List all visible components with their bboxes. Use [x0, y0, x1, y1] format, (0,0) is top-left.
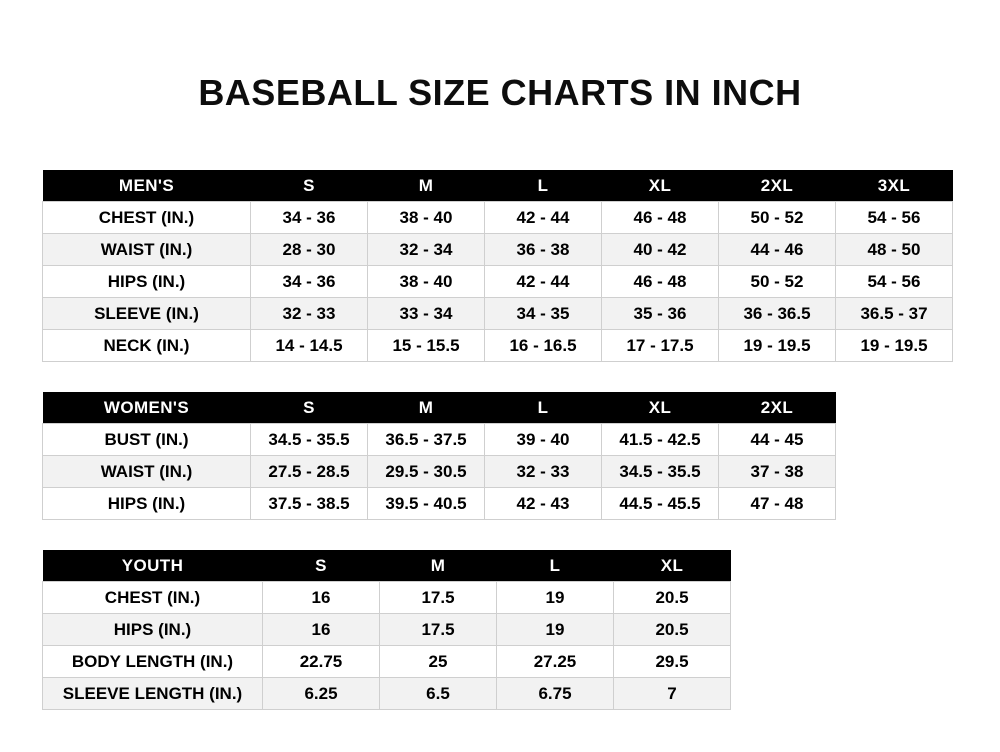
- table-cell: 32 - 34: [368, 234, 485, 266]
- column-header: XL: [614, 550, 731, 582]
- table-cell: 35 - 36: [602, 298, 719, 330]
- table-row: [43, 582, 731, 614]
- table-cell: 19 - 19.5: [719, 330, 836, 362]
- column-header: L: [485, 170, 602, 202]
- table-row: [43, 678, 731, 710]
- table-cell: 36 - 38: [485, 234, 602, 266]
- table-cell: 27.25: [497, 646, 614, 678]
- table-cell: 44.5 - 45.5: [602, 488, 719, 520]
- table-cell: 34 - 35: [485, 298, 602, 330]
- table-cell: 37.5 - 38.5: [251, 488, 368, 520]
- table-cell: 29.5: [614, 646, 731, 678]
- column-header: WOMEN'S: [43, 392, 251, 424]
- table-cell: 20.5: [614, 582, 731, 614]
- table-row: [43, 266, 953, 298]
- table-cell: 17 - 17.5: [602, 330, 719, 362]
- table-cell: 34.5 - 35.5: [251, 424, 368, 456]
- table-row: [43, 456, 836, 488]
- table-cell: 50 - 52: [719, 202, 836, 234]
- row-label: BODY LENGTH (IN.): [43, 646, 263, 678]
- table-cell: 48 - 50: [836, 234, 953, 266]
- row-label: SLEEVE (IN.): [43, 298, 251, 330]
- table-row: [43, 614, 731, 646]
- table-cell: 36 - 36.5: [719, 298, 836, 330]
- table-header-row: [43, 392, 836, 424]
- table-cell: 14 - 14.5: [251, 330, 368, 362]
- table-cell: 39.5 - 40.5: [368, 488, 485, 520]
- table-row: [43, 202, 953, 234]
- table-cell: 46 - 48: [602, 266, 719, 298]
- womens-size-table: [42, 392, 836, 520]
- table-row: [43, 330, 953, 362]
- table-cell: 50 - 52: [719, 266, 836, 298]
- table-cell: 46 - 48: [602, 202, 719, 234]
- column-header: 2XL: [719, 392, 836, 424]
- row-label: WAIST (IN.): [43, 234, 251, 266]
- column-header: S: [263, 550, 380, 582]
- table-cell: 38 - 40: [368, 266, 485, 298]
- table-cell: 29.5 - 30.5: [368, 456, 485, 488]
- table-cell: 28 - 30: [251, 234, 368, 266]
- row-label: SLEEVE LENGTH (IN.): [43, 678, 263, 710]
- table-row: [43, 298, 953, 330]
- column-header: S: [251, 392, 368, 424]
- column-header: L: [497, 550, 614, 582]
- row-label: NECK (IN.): [43, 330, 251, 362]
- table-cell: 17.5: [380, 614, 497, 646]
- table-cell: 42 - 44: [485, 266, 602, 298]
- column-header: YOUTH: [43, 550, 263, 582]
- column-header: XL: [602, 392, 719, 424]
- table-row: [43, 424, 836, 456]
- table-row: [43, 488, 836, 520]
- table-header-row: [43, 550, 731, 582]
- column-header: XL: [602, 170, 719, 202]
- table-cell: 34 - 36: [251, 202, 368, 234]
- table-cell: 6.25: [263, 678, 380, 710]
- youth-size-table: [42, 550, 731, 710]
- table-cell: 25: [380, 646, 497, 678]
- table-cell: 33 - 34: [368, 298, 485, 330]
- table-cell: 42 - 43: [485, 488, 602, 520]
- table-cell: 38 - 40: [368, 202, 485, 234]
- table-row: [43, 234, 953, 266]
- column-header: S: [251, 170, 368, 202]
- table-cell: 54 - 56: [836, 266, 953, 298]
- table-cell: 20.5: [614, 614, 731, 646]
- row-label: CHEST (IN.): [43, 582, 263, 614]
- column-header: M: [368, 392, 485, 424]
- table-cell: 7: [614, 678, 731, 710]
- table-cell: 40 - 42: [602, 234, 719, 266]
- table-cell: 19: [497, 582, 614, 614]
- table-cell: 22.75: [263, 646, 380, 678]
- row-label: HIPS (IN.): [43, 488, 251, 520]
- table-cell: 44 - 46: [719, 234, 836, 266]
- table-cell: 34 - 36: [251, 266, 368, 298]
- table-cell: 6.75: [497, 678, 614, 710]
- table-cell: 17.5: [380, 582, 497, 614]
- table-cell: 47 - 48: [719, 488, 836, 520]
- table-cell: 54 - 56: [836, 202, 953, 234]
- table-header-row: [43, 170, 953, 202]
- table-cell: 16: [263, 614, 380, 646]
- table-cell: 41.5 - 42.5: [602, 424, 719, 456]
- table-cell: 19: [497, 614, 614, 646]
- mens-size-table: [42, 170, 953, 362]
- table-cell: 42 - 44: [485, 202, 602, 234]
- size-tables-container: [0, 170, 1000, 710]
- column-header: 3XL: [836, 170, 953, 202]
- column-header: MEN'S: [43, 170, 251, 202]
- table-cell: 36.5 - 37: [836, 298, 953, 330]
- table-row: [43, 646, 731, 678]
- table-cell: 6.5: [380, 678, 497, 710]
- row-label: WAIST (IN.): [43, 456, 251, 488]
- table-cell: 39 - 40: [485, 424, 602, 456]
- row-label: HIPS (IN.): [43, 266, 251, 298]
- page-title: BASEBALL SIZE CHARTS IN INCH: [198, 72, 802, 113]
- table-spacer: [42, 520, 1000, 550]
- column-header: 2XL: [719, 170, 836, 202]
- table-cell: 16 - 16.5: [485, 330, 602, 362]
- table-cell: 32 - 33: [485, 456, 602, 488]
- table-cell: 36.5 - 37.5: [368, 424, 485, 456]
- table-cell: 19 - 19.5: [836, 330, 953, 362]
- table-cell: 27.5 - 28.5: [251, 456, 368, 488]
- row-label: BUST (IN.): [43, 424, 251, 456]
- column-header: L: [485, 392, 602, 424]
- column-header: M: [368, 170, 485, 202]
- table-cell: 44 - 45: [719, 424, 836, 456]
- table-cell: 16: [263, 582, 380, 614]
- row-label: HIPS (IN.): [43, 614, 263, 646]
- table-cell: 37 - 38: [719, 456, 836, 488]
- table-cell: 15 - 15.5: [368, 330, 485, 362]
- table-spacer: [42, 362, 1000, 392]
- row-label: CHEST (IN.): [43, 202, 251, 234]
- table-cell: 34.5 - 35.5: [602, 456, 719, 488]
- column-header: M: [380, 550, 497, 582]
- table-cell: 32 - 33: [251, 298, 368, 330]
